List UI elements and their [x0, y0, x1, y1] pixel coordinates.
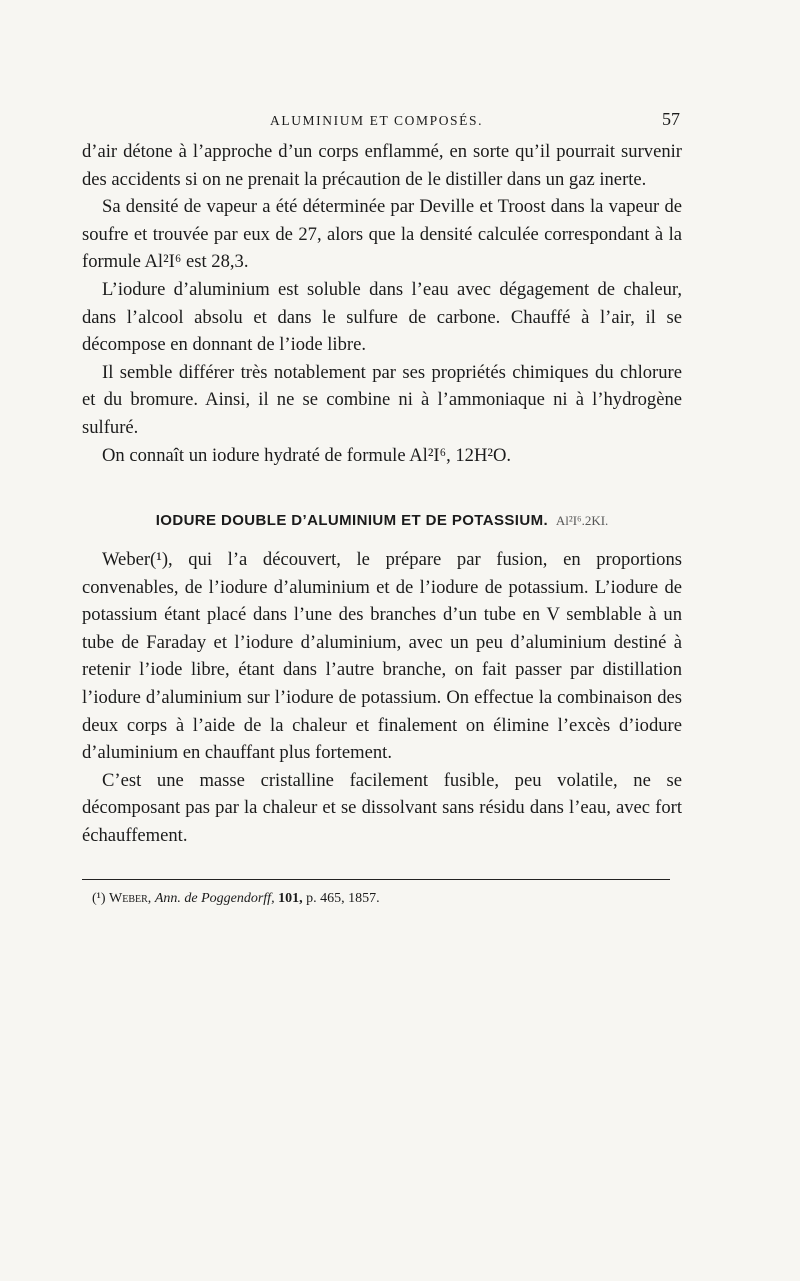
- section-title: IODURE DOUBLE D’ALUMINIUM ET DE POTASSIUM.: [155, 512, 549, 529]
- paragraph-3: L’iodure d’aluminium est soluble dans l’eau avec dégagement de chaleur, dans l’alcool absolu et dans le sulfure de carbone. Chauffé à l’air, il se décompose en donnant de l’iode libre.: [82, 278, 682, 356]
- footnote-journal: Ann. de Poggendorff,: [154, 891, 275, 906]
- section-heading: [82, 512, 682, 530]
- section-formula: Al²I⁶.2KI.: [555, 513, 609, 528]
- paragraph-4: Il semble différer très notablement par ses propriétés chimiques du chlorure et du bromure. Ainsi, il ne se combine ni à l’ammoniaque ni à l’hydrogène sulfuré.: [82, 361, 682, 438]
- footnote-divider: [82, 879, 670, 880]
- section-paragraph-1: Weber(¹), qui l’a découvert, le prépare par fusion, en proportions convenables, de l’iodure d’aluminium et de l’iodure de potassium. L’iodure de potassium étant placé dans l’une des branches d’un tube en V semblable à un tube de Faraday et l’iodure d’aluminium, avec un peu d’aluminium destiné à retenir l’iode libre, étant dans l’autre branche, on fait passer par distillation l’iodure d’aluminium sur l’iodure de potassium. On effectue la combinaison des deux corps à l’aide de la chaleur et finalement on élimine l’excès d’iodure d’aluminium en chauffant plus fortement.: [82, 549, 682, 764]
- paragraph-1: d’air détone à l’approche d’un corps enflammé, en sorte qu’il pourrait survenir des accidents si on ne prenait la précaution de le distiller dans un gaz inerte.: [82, 141, 682, 190]
- body-text-section: [82, 546, 682, 850]
- body-text-top: [82, 138, 682, 469]
- footnote-marker: (¹): [92, 891, 106, 906]
- section-paragraph-2: C’est une masse cristalline facilement fusible, peu volatile, ne se décomposant pas par la chaleur et se dissolvant sans résidu dans l’eau, avec fort échauffement.: [82, 769, 682, 846]
- paragraph-2: Sa densité de vapeur a été déterminée par Deville et Troost dans la vapeur de soufre et trouvée par eux de 27, alors que la densité calculée correspondant à la formule Al²I⁶ est 28,3.: [82, 196, 682, 273]
- footnote: [92, 891, 672, 907]
- page-header: [270, 109, 680, 137]
- paragraph-5: On connaît un iodure hydraté de formule Al²I⁶, 12H²O.: [102, 444, 512, 466]
- running-title: ALUMINIUM ET COMPOSÉS.: [270, 113, 484, 128]
- footnote-author: Weber,: [109, 891, 152, 906]
- page-number: 57: [662, 109, 680, 129]
- footnote-pages: p. 465, 1857.: [306, 891, 380, 906]
- footnote-volume: 101,: [278, 891, 303, 906]
